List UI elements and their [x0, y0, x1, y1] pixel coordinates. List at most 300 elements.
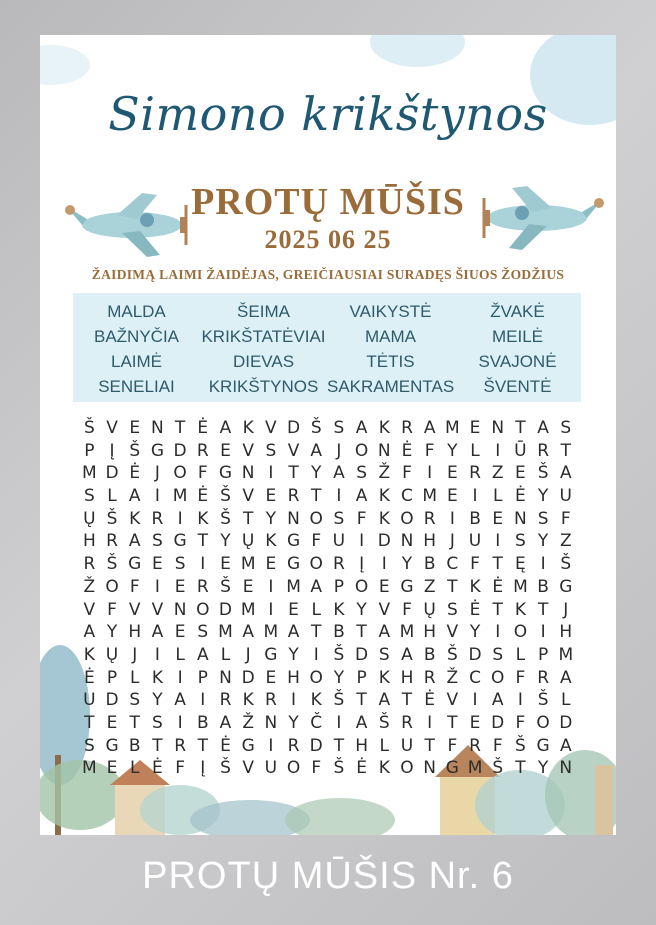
grid-letter: A — [378, 622, 391, 643]
grid-letter: V — [446, 622, 459, 643]
grid-letter: Ė — [401, 440, 413, 461]
word-item: KRIKŠTYNOS — [208, 377, 319, 396]
grid-letter: I — [154, 576, 160, 597]
word-item: MALDA — [107, 302, 166, 321]
grid-letter: R — [423, 667, 436, 688]
grid-letter: F — [356, 508, 367, 529]
grid-letter: K — [310, 690, 322, 711]
grid-letter: Ų — [105, 644, 119, 665]
grid-letter: K — [333, 599, 345, 620]
grid-letter: Ė — [492, 576, 504, 597]
grid-letter: S — [197, 622, 209, 643]
grid-letter: V — [242, 486, 254, 507]
grid-letter: R — [196, 440, 209, 461]
grid-letter: Y — [311, 463, 322, 484]
grid-letter: I — [291, 690, 297, 711]
grid-letter: Ė — [152, 758, 163, 779]
grid-letter: L — [129, 758, 140, 779]
grid-letter: Ž — [242, 712, 254, 733]
grid-letter: V — [287, 440, 300, 461]
grid-letter: D — [218, 599, 233, 620]
grid-row — [78, 712, 578, 735]
grid-letter: O — [354, 440, 369, 461]
grid-letter: G — [400, 576, 414, 597]
grid-letter: A — [287, 622, 300, 643]
grid-letter: F — [470, 554, 480, 575]
grid-letter: E — [174, 622, 186, 643]
grid-letter: R — [83, 554, 96, 575]
grid-letter: Š — [333, 758, 345, 779]
grid-letter: Š — [220, 508, 231, 529]
grid-row — [78, 440, 578, 463]
grid-letter: Š — [106, 554, 118, 575]
grid-letter: A — [310, 576, 323, 597]
grid-letter: M — [172, 486, 188, 507]
grid-letter: S — [333, 508, 345, 529]
grid-letter: I — [268, 463, 274, 484]
grid-row — [78, 576, 578, 599]
grid-letter: O — [196, 599, 210, 620]
grid-letter: A — [378, 690, 391, 711]
grid-letter: A — [423, 418, 436, 438]
grid-row — [78, 599, 578, 622]
grid-letter: R — [333, 554, 345, 575]
cloud-decoration — [370, 35, 465, 67]
grid-letter: H — [423, 622, 437, 643]
grid-letter: Ų — [423, 599, 436, 620]
grid-letter: D — [173, 440, 187, 461]
grid-letter: Š — [333, 644, 345, 665]
grid-letter: G — [150, 440, 164, 461]
grid-letter: O — [536, 712, 550, 733]
grid-letter: V — [151, 599, 164, 620]
grid-letter: A — [559, 667, 572, 688]
grid-row — [78, 735, 578, 758]
grid-letter: C — [401, 486, 413, 507]
grid-letter: E — [378, 576, 390, 597]
grid-letter: S — [152, 712, 163, 733]
grid-letter: I — [359, 531, 365, 552]
grid-letter: I — [177, 712, 183, 733]
grid-letter: I — [427, 712, 433, 733]
grid-letter: I — [449, 508, 455, 529]
grid-letter: M — [240, 554, 256, 575]
word-item: ŠEIMA — [237, 302, 290, 321]
grid-letter: H — [355, 735, 368, 756]
grid-letter: A — [128, 486, 141, 507]
word-list — [73, 293, 581, 402]
grid-letter: O — [354, 576, 369, 597]
grid-letter: E — [265, 486, 277, 507]
grid-letter: P — [356, 667, 367, 688]
word-item: SAKRAMENTAS — [327, 377, 455, 396]
grid-letter: B — [537, 576, 549, 597]
grid-row — [78, 485, 578, 508]
grid-letter: G — [105, 735, 119, 756]
grid-letter: S — [129, 690, 141, 711]
grid-letter: E — [469, 712, 481, 733]
grid-letter: T — [152, 735, 163, 756]
grid-letter: V — [106, 418, 118, 438]
grid-letter: Š — [446, 644, 458, 665]
grid-letter: T — [197, 531, 208, 552]
grid-letter: T — [129, 712, 140, 733]
grid-letter: K — [378, 667, 390, 688]
grid-letter: R — [174, 735, 186, 756]
grid-letter: E — [492, 508, 504, 529]
letter-grid — [78, 417, 578, 780]
grid-letter: E — [220, 440, 231, 461]
grid-row — [78, 621, 578, 644]
grid-row — [78, 530, 578, 553]
grid-letter: H — [287, 667, 300, 688]
poster-card — [40, 35, 616, 835]
grid-letter: P — [84, 440, 95, 461]
grid-letter: Y — [401, 554, 413, 575]
grid-letter: S — [515, 531, 526, 552]
grid-letter: B — [423, 554, 436, 575]
grid-letter: D — [241, 667, 255, 688]
grid-letter: Y — [469, 622, 481, 643]
grid-letter: M — [240, 599, 256, 620]
grid-letter: T — [492, 554, 503, 575]
grid-letter: T — [311, 622, 322, 643]
grid-letter: P — [197, 667, 208, 688]
footer-caption: PROTŲ MŪŠIS Nr. 6 — [142, 855, 514, 897]
grid-letter: I — [472, 690, 478, 711]
grid-letter: T — [424, 735, 435, 756]
grid-letter: F — [311, 531, 322, 552]
grid-letter: N — [219, 667, 232, 688]
grid-letter: A — [491, 690, 504, 711]
grid-letter: D — [468, 644, 482, 665]
grid-letter: Š — [310, 418, 322, 438]
grid-letter: I — [495, 440, 501, 461]
word-item: KRIKŠTATĖVIAI — [201, 327, 326, 346]
grid-letter: D — [105, 463, 119, 484]
grid-letter: V — [242, 758, 254, 779]
grid-row — [78, 417, 578, 440]
grid-letter: M — [445, 418, 460, 438]
grid-letter: Š — [83, 418, 95, 438]
grid-letter: S — [356, 463, 367, 484]
grid-letter: Ž — [83, 576, 96, 597]
grid-letter: B — [333, 622, 345, 643]
grid-letter: R — [106, 531, 118, 552]
grid-letter: A — [355, 486, 368, 507]
grid-letter: H — [128, 622, 142, 643]
grid-letter: Ė — [356, 758, 367, 779]
grid-letter: I — [472, 486, 478, 507]
grid-letter: Ė — [197, 418, 209, 438]
grid-letter: D — [286, 418, 301, 438]
grid-letter: T — [447, 576, 458, 597]
grid-letter: P — [537, 644, 549, 665]
grid-letter: K — [129, 508, 141, 529]
grid-letter: T — [492, 599, 503, 620]
grid-letter: V — [128, 599, 141, 620]
grid-letter: U — [468, 531, 482, 552]
grid-letter: A — [219, 418, 232, 438]
word-item: SVAJONĖ — [478, 352, 557, 371]
grid-letter: A — [355, 418, 368, 438]
grid-letter: A — [128, 531, 141, 552]
grid-letter: I — [177, 667, 183, 688]
grid-letter: I — [268, 599, 274, 620]
grid-letter: T — [197, 735, 208, 756]
grid-letter: A — [559, 735, 572, 756]
grid-letter: F — [560, 508, 571, 529]
grid-letter: I — [268, 576, 274, 597]
grid-letter: A — [559, 463, 572, 484]
grid-letter: F — [129, 576, 140, 597]
grid-letter: Š — [106, 508, 118, 529]
grid-letter: E — [174, 576, 186, 597]
grid-letter: K — [378, 486, 390, 507]
grid-letter: M — [422, 486, 437, 507]
grid-letter: O — [309, 554, 323, 575]
word-item: ŽVAKĖ — [490, 302, 545, 321]
grid-letter: Į — [109, 440, 115, 461]
grid-letter: Ų — [241, 531, 255, 552]
grid-letter: L — [311, 599, 321, 620]
grid-letter: J — [245, 644, 251, 665]
grid-letter: D — [377, 531, 391, 552]
grid-letter: T — [401, 690, 413, 711]
grid-letter: B — [196, 712, 209, 733]
grid-letter: N — [264, 712, 278, 733]
grid-letter: Ė — [469, 599, 481, 620]
grid-letter: J — [449, 531, 455, 552]
grid-letter: E — [242, 576, 254, 597]
grid-letter: Y — [106, 622, 118, 643]
grid-letter: A — [333, 463, 345, 484]
grid-letter: K — [242, 418, 254, 438]
grid-letter: Y — [220, 531, 231, 552]
grid-letter: A — [401, 644, 413, 665]
grid-letter: N — [491, 418, 505, 438]
grid-letter: N — [423, 758, 437, 779]
grid-letter: Z — [559, 531, 572, 552]
grid-letter: Ų — [83, 508, 96, 529]
grid-letter: T — [537, 599, 549, 620]
grid-letter: Y — [288, 712, 299, 733]
grid-letter: Š — [560, 554, 572, 575]
grid-letter: E — [469, 418, 481, 438]
game-rule: ŽAIDIMĄ LAIMI ŽAIDĖJAS, GREIČIAUSIAI SURADĘS ŠIUOS ŽODŽIUS — [91, 267, 565, 282]
grid-letter: E — [220, 554, 231, 575]
grid-letter: I — [517, 690, 523, 711]
grid-letter: V — [83, 599, 96, 620]
grid-letter: Į — [200, 758, 206, 779]
grid-letter: T — [515, 418, 526, 438]
grid-letter: R — [469, 463, 481, 484]
grid-letter: J — [563, 599, 569, 620]
grid-letter: Ū — [514, 440, 527, 461]
word-column — [454, 299, 581, 399]
grid-letter: T — [356, 622, 367, 643]
grid-letter: N — [241, 463, 255, 484]
grid-letter: R — [287, 486, 300, 507]
grid-letter: I — [154, 486, 160, 507]
grid-letter: F — [197, 463, 208, 484]
grid-letter: I — [268, 735, 274, 756]
grid-letter: Š — [129, 440, 141, 461]
grid-letter: Š — [378, 712, 390, 733]
grid-letter: G — [536, 735, 550, 756]
grid-letter: T — [560, 440, 571, 461]
grid-letter: E — [129, 418, 141, 438]
grid-letter: F — [424, 440, 435, 461]
grid-letter: F — [107, 599, 117, 620]
grid-letter: E — [288, 599, 299, 620]
word-item: LAIMĖ — [110, 352, 163, 371]
word-item: MAMA — [365, 327, 416, 346]
grid-letter: G — [173, 531, 187, 552]
grid-letter: H — [423, 531, 437, 552]
grid-letter: Y — [537, 758, 549, 779]
grid-letter: I — [313, 644, 319, 665]
grid-letter: Ė — [424, 690, 436, 711]
grid-letter: Ė — [83, 667, 95, 688]
grid-letter: V — [242, 440, 254, 461]
grid-letter: Y — [265, 508, 277, 529]
grid-row — [78, 462, 578, 485]
grid-letter: B — [128, 735, 141, 756]
grid-letter: G — [264, 644, 278, 665]
grid-letter: C — [446, 554, 459, 575]
grid-letter: D — [309, 735, 323, 756]
grid-letter: L — [379, 735, 390, 756]
grid-letter: K — [151, 667, 163, 688]
grid-letter: L — [220, 644, 231, 665]
grid-letter: G — [218, 463, 233, 484]
grid-letter: Ė — [129, 463, 141, 484]
grid-letter: I — [336, 712, 342, 733]
grid-letter: I — [336, 486, 342, 507]
grid-letter: N — [173, 599, 187, 620]
grid-letter: F — [175, 758, 185, 779]
grid-letter: O — [400, 758, 414, 779]
grid-letter: S — [174, 554, 186, 575]
grid-letter: Š — [333, 690, 345, 711]
grid-letter: U — [332, 531, 346, 552]
grid-letter: Ž — [446, 667, 459, 688]
grid-letter: P — [333, 576, 345, 597]
grid-letter: K — [242, 690, 254, 711]
grid-letter: E — [106, 712, 118, 733]
grid-letter: J — [336, 440, 342, 461]
grid-letter: R — [537, 440, 549, 461]
grid-letter: S — [152, 531, 163, 552]
event-date: 2025 06 25 — [264, 225, 392, 254]
grid-letter: K — [378, 508, 390, 529]
grid-letter: A — [174, 690, 186, 711]
grid-letter: N — [377, 440, 391, 461]
grid-letter: K — [83, 644, 95, 665]
grid-letter: Ž — [378, 463, 391, 484]
grid-letter: B — [423, 644, 436, 665]
grid-letter: R — [401, 712, 413, 733]
grid-letter: Z — [423, 576, 436, 597]
grid-letter: E — [152, 554, 163, 575]
grid-letter: D — [491, 712, 505, 733]
grid-letter: T — [242, 508, 254, 529]
grid-letter: M — [82, 463, 97, 484]
grid-letter: H — [82, 531, 96, 552]
grid-letter: A — [151, 622, 164, 643]
grid-letter: U — [83, 690, 96, 711]
grid-letter: K — [469, 576, 481, 597]
grid-letter: H — [559, 622, 573, 643]
grid-letter: F — [402, 599, 412, 620]
grid-letter: Y — [537, 486, 549, 507]
grid-row — [78, 667, 578, 690]
grid-letter: Y — [537, 531, 549, 552]
grid-letter: C — [469, 667, 481, 688]
grid-letter: U — [400, 735, 414, 756]
grid-letter: I — [154, 644, 160, 665]
word-item: ŠVENTĖ — [483, 377, 552, 396]
grid-letter: S — [83, 735, 95, 756]
grid-letter: Š — [220, 576, 231, 597]
grid-letter: Č — [310, 712, 323, 733]
word-column — [200, 299, 327, 399]
grid-letter: D — [559, 712, 573, 733]
grid-letter: T — [84, 712, 95, 733]
grid-letter: Y — [447, 440, 458, 461]
grid-letter: S — [446, 599, 458, 620]
grid-letter: S — [265, 440, 277, 461]
grid-letter: K — [265, 531, 277, 552]
grid-letter: O — [309, 667, 323, 688]
grid-letter: Į — [359, 554, 365, 575]
word-item: BAŽNYČIA — [93, 327, 180, 346]
word-item: TĖTIS — [366, 352, 415, 371]
grid-letter: Ė — [197, 486, 209, 507]
grid-row — [78, 757, 578, 780]
grid-letter: S — [492, 644, 504, 665]
grid-letter: G — [559, 576, 573, 597]
grid-letter: Y — [152, 690, 163, 711]
grid-letter: F — [402, 463, 412, 484]
grid-letter: Š — [515, 735, 526, 756]
grid-letter: R — [537, 667, 549, 688]
word-item: VAIKYSTĖ — [349, 302, 432, 321]
grid-letter: E — [446, 463, 458, 484]
grid-letter: G — [128, 554, 142, 575]
grid-letter: I — [200, 554, 206, 575]
grid-letter: T — [447, 712, 458, 733]
grid-letter: R — [423, 508, 436, 529]
grid-letter: A — [83, 622, 96, 643]
grid-letter: N — [400, 531, 414, 552]
cloud-decoration — [40, 45, 90, 85]
grid-letter: A — [355, 712, 368, 733]
grid-letter: S — [83, 486, 95, 507]
grid-letter: G — [286, 531, 301, 552]
grid-letter: I — [540, 622, 546, 643]
grid-letter: A — [196, 644, 209, 665]
grid-letter: O — [400, 508, 414, 529]
grid-letter: F — [515, 667, 526, 688]
grid-letter: T — [174, 418, 186, 438]
grid-letter: S — [378, 644, 390, 665]
grid-letter: I — [495, 622, 501, 643]
grid-letter: R — [264, 690, 277, 711]
grid-letter: T — [356, 690, 367, 711]
grid-letter: A — [219, 712, 232, 733]
